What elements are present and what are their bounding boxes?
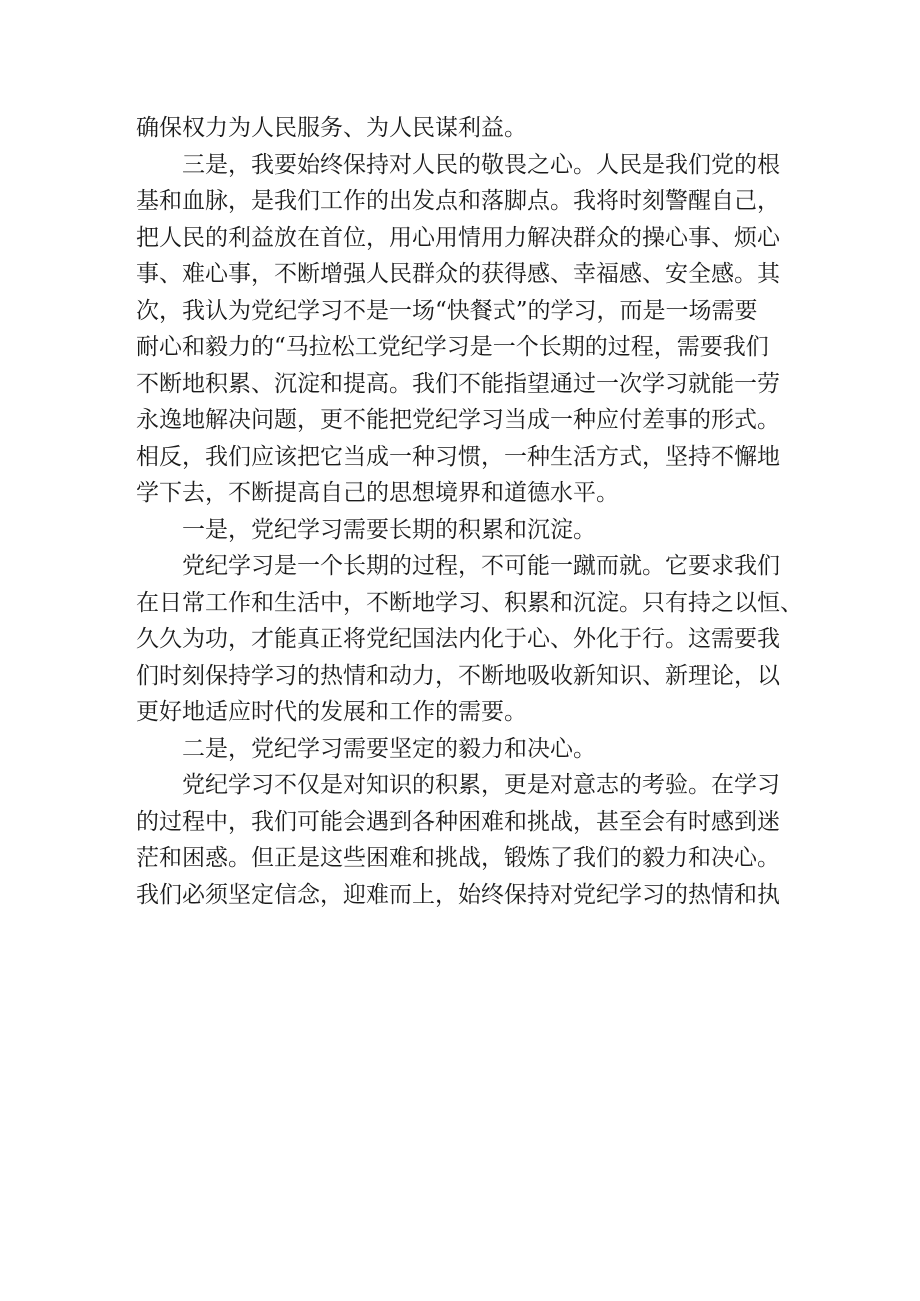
paragraph-2 xyxy=(136,147,796,512)
paragraph-4 xyxy=(136,548,803,731)
paragraph-5-heading xyxy=(136,731,796,768)
text-line: 二是，党纪学习需要坚定的毅力和决心。 xyxy=(182,735,596,762)
text-line: 基和血脉，是我们工作的出发点和落脚点。我将时刻警醒自己， xyxy=(136,188,780,214)
text-line: 在日常工作和生活中，不断地学习、积累和沉淀。只有持之以恒、 xyxy=(136,589,803,616)
text-line: 更好地适应时代的发展和工作的需要。 xyxy=(136,699,527,725)
text-line: 党纪学习不仅是对知识的积累，更是对意志的考验。在学习 xyxy=(182,772,780,798)
text-line: 们时刻保持学习的热情和动力，不断地吸收新知识、新理论，以 xyxy=(136,662,780,689)
paragraph-1 xyxy=(136,110,796,147)
text-line: 学下去，不断提高自己的思想境界和道德水平。 xyxy=(136,480,619,506)
text-line: 次，我认为党纪学习不是一场“快餐式”的学习，而是一场需要 xyxy=(136,297,758,324)
text-line: 耐心和毅力的“马拉松工党纪学习是一个长期的过程，需要我们 xyxy=(136,334,769,360)
text-line: 事、难心事，不断增强人民群众的获得感、幸福感、安全感。其 xyxy=(136,261,780,287)
text-line: 的过程中，我们可能会遇到各种困难和挑战，甚至会有时感到迷 xyxy=(136,808,780,835)
text-line: 一是，党纪学习需要长期的积累和沉淀。 xyxy=(182,516,596,543)
text-line: 把人民的利益放在首位，用心用情用力解决群众的操心事、烦心 xyxy=(136,224,780,251)
text-line: 永逸地解决问题，更不能把党纪学习当成一种应付差事的形式。 xyxy=(136,407,780,433)
text-line: 久久为功，才能真正将党纪国法内化于心、外化于行。这需要我 xyxy=(136,626,780,652)
text-line: 茫和困惑。但正是这些困难和挑战，锻炼了我们的毅力和决心。 xyxy=(136,845,780,871)
paragraph-6 xyxy=(136,767,796,913)
text-line: 相反，我们应该把它当成一种习惯，一种生活方式，坚持不懈地 xyxy=(136,443,780,470)
document-body xyxy=(136,110,803,913)
text-line: 党纪学习是一个长期的过程，不可能一蹴而就。它要求我们 xyxy=(182,553,780,579)
text-line: 不断地积累、沉淀和提高。我们不能指望通过一次学习就能一劳 xyxy=(136,370,780,397)
text-line: 我们必须坚定信念，迎难而上，始终保持对党纪学习的热情和执 xyxy=(136,881,780,908)
paragraph-3-heading xyxy=(136,512,796,549)
text-line: 确保权力为人民服务、为人民谋利益。 xyxy=(136,115,527,141)
text-line: 三是，我要始终保持对人民的敬畏之心。人民是我们党的根 xyxy=(182,151,780,178)
